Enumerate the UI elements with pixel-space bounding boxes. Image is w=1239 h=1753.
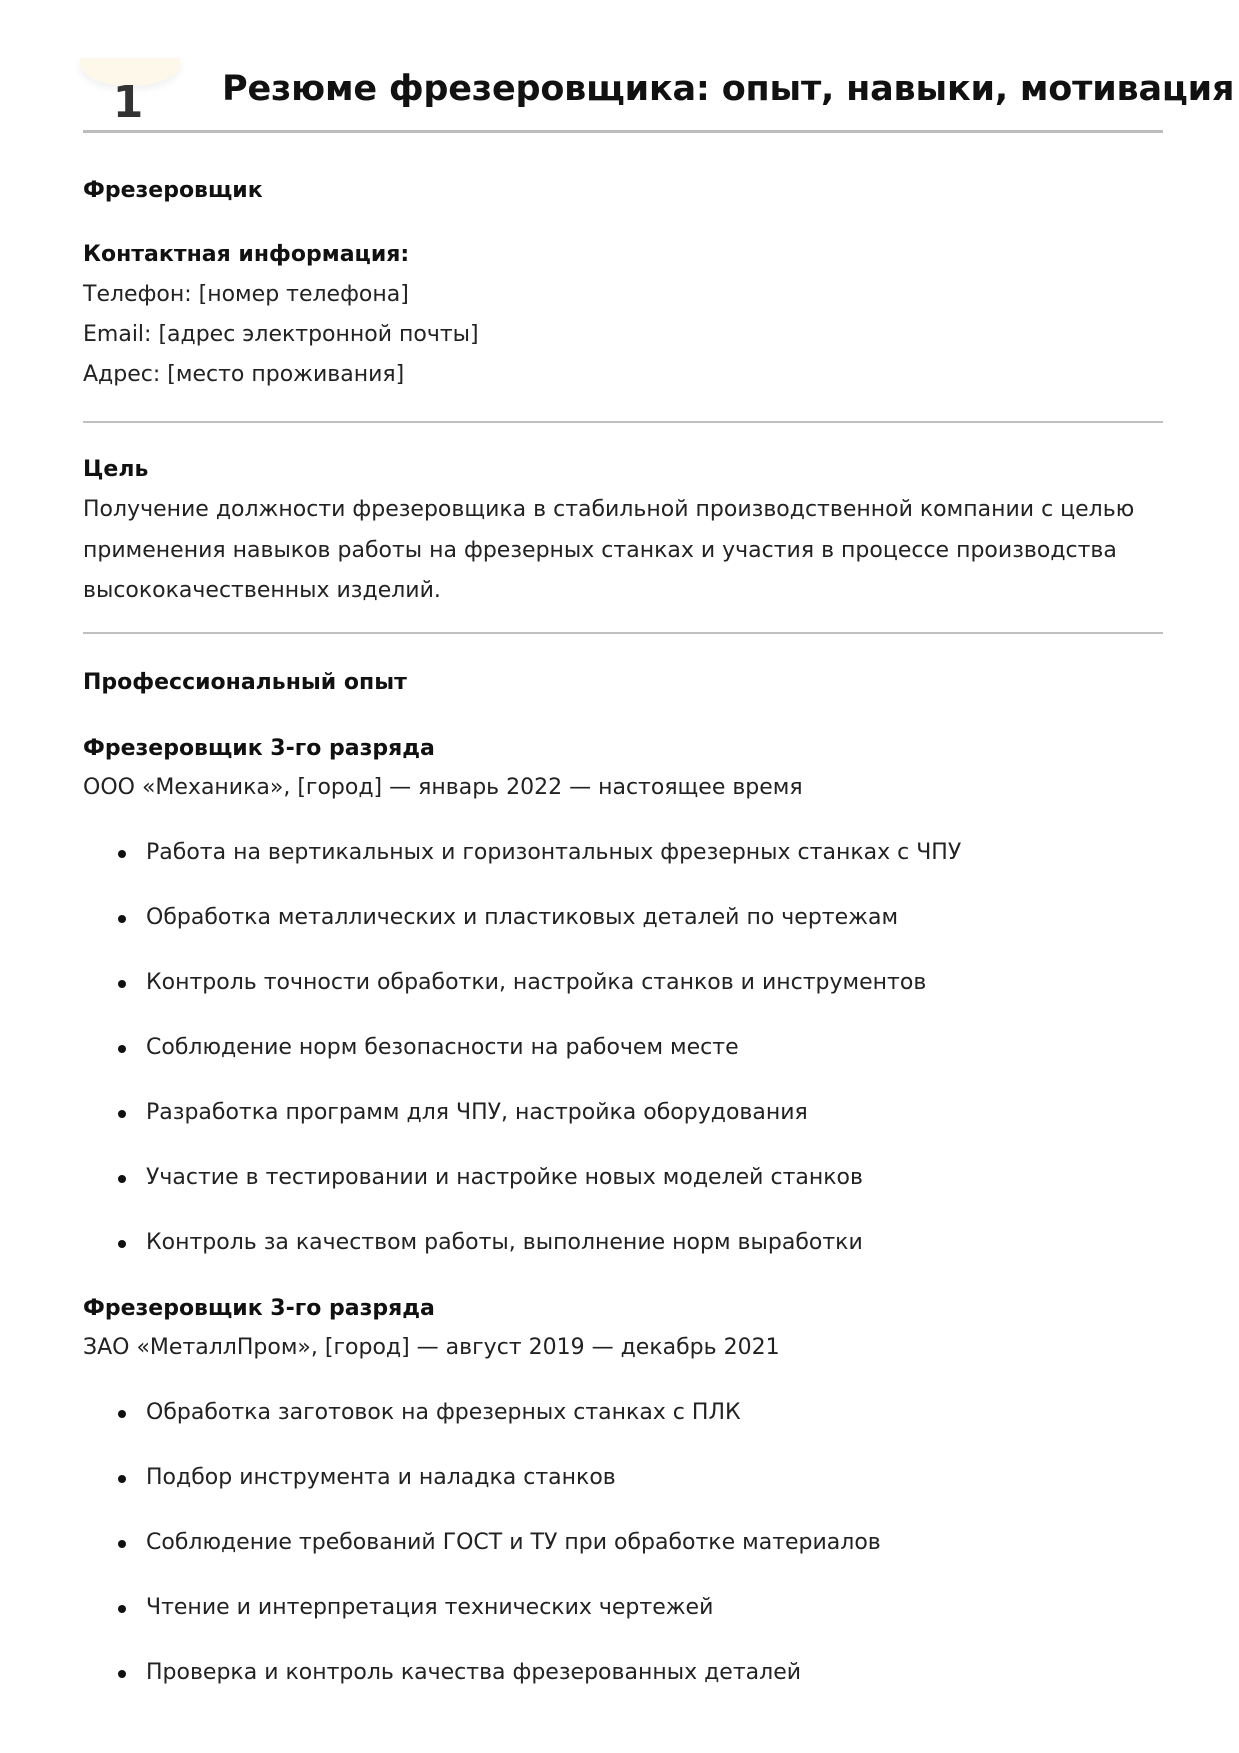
- objective-line: высококачественных изделий.: [83, 578, 441, 603]
- bullet-icon: [118, 1110, 126, 1118]
- contact-heading: Контактная информация:: [83, 242, 410, 267]
- page-title: Резюме фрезеровщика: опыт, навыки, мотивация: [222, 69, 1235, 109]
- bullet-icon: [118, 1045, 126, 1053]
- objective-line: Получение должности фрезеровщика в стабильной производственной компании с целью: [83, 497, 1135, 522]
- bullet-icon: [118, 850, 126, 858]
- bullet-icon: [118, 1175, 126, 1183]
- bullet-icon: [118, 1410, 126, 1418]
- section-number: 1: [112, 77, 144, 128]
- position-title: Фрезеровщик: [83, 178, 263, 203]
- bullet-icon: [118, 1475, 126, 1483]
- contact-email: Email: [адрес электронной почты]: [83, 322, 479, 347]
- bullet-icon: [118, 1540, 126, 1548]
- objective-heading: Цель: [83, 457, 149, 482]
- section-divider: [83, 421, 1163, 423]
- title-divider: [83, 130, 1163, 133]
- bullet-icon: [118, 980, 126, 988]
- experience-heading: Профессиональный опыт: [83, 670, 407, 695]
- job-title: Фрезеровщик 3-го разряда: [83, 1296, 435, 1321]
- contact-address: Адрес: [место проживания]: [83, 362, 405, 387]
- objective-line: применения навыков работы на фрезерных станках и участия в процессе производства: [83, 538, 1117, 563]
- job-company: ЗАО «МеталлПром», [город] — август 2019 — декабрь 2021: [83, 1335, 780, 1360]
- job-title: Фрезеровщик 3-го разряда: [83, 736, 435, 761]
- bullet-icon: [118, 1240, 126, 1248]
- section-header: [0, 0, 1239, 140]
- section-divider: [83, 632, 1163, 634]
- bullet-icon: [118, 1605, 126, 1613]
- bullet-icon: [118, 1670, 126, 1678]
- job-company: ООО «Механика», [город] — январь 2022 — настоящее время: [83, 775, 803, 800]
- bullet-icon: [118, 915, 126, 923]
- contact-phone: Телефон: [номер телефона]: [83, 282, 409, 307]
